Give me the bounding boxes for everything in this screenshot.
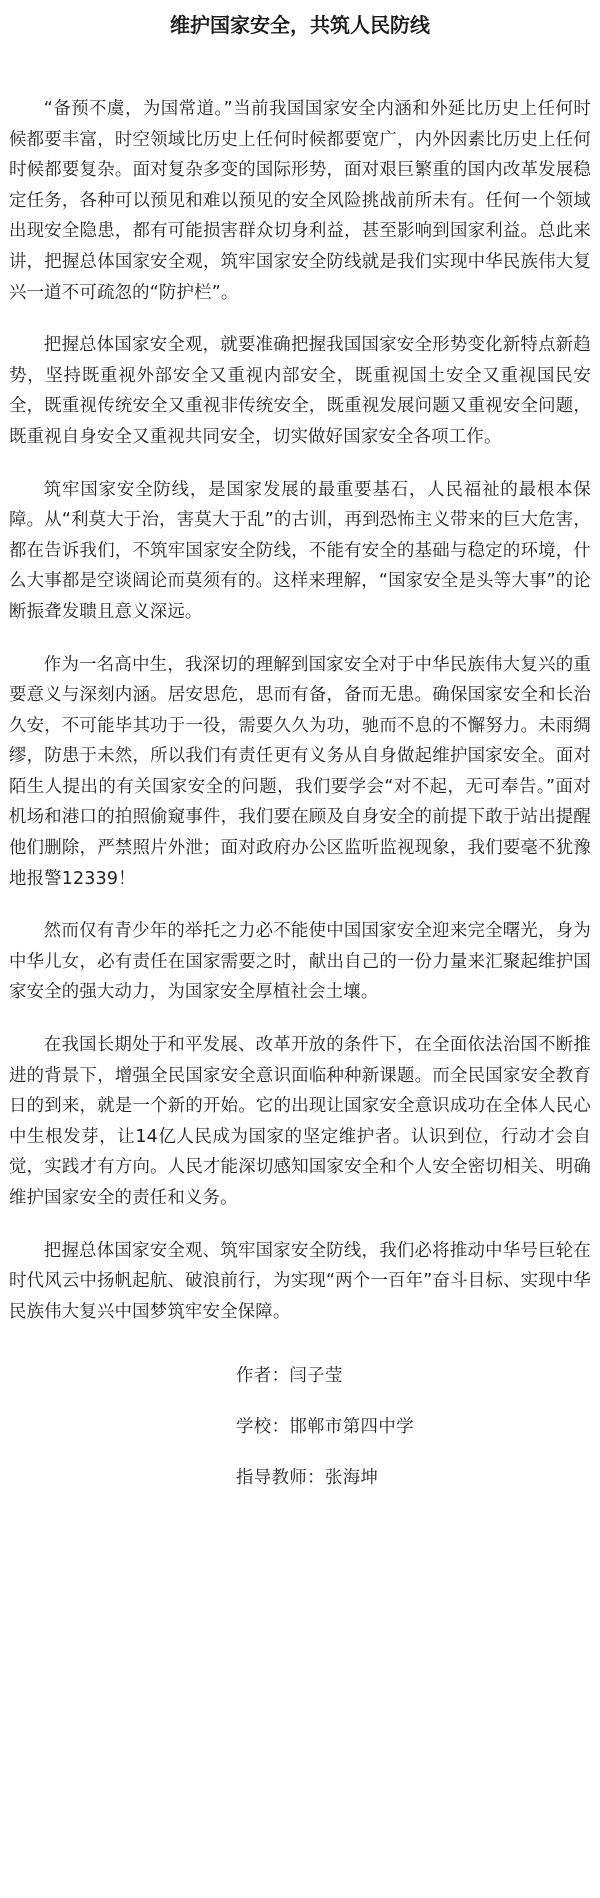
byline bbox=[9, 1365, 591, 1489]
author-line: 作者：闫子莹 bbox=[236, 1366, 343, 1387]
paragraph-7: 把握总体国家安全观、筑牢国家安全防线，我们必将推动中华号巨轮在时代风云中扬帆起航、破浪前行，为实现“两个一百年”奋斗目标、实现中华民族伟大复兴中国梦筑牢安全保障。 bbox=[9, 1240, 591, 1322]
paragraph-4: 作为一名高中生，我深切的理解到国家安全对于中华民族伟大复兴的重要意义与深刻内涵。居安思危，思而有备，备而无患。确保国家安全和长治久安，不可能毕其功于一役，需要久久为功，驰而不息的不懈努力。未雨绸缪，防患于未然，所以我们有责任更有义务从自身做起维护国家安全。面对陌生人提出的有关国家安全的问题，我们要学会“对不起，无可奉告。”面对机场和港口的拍照偷窥事件，我们要在顾及自身安全的前提下敢于站出提醒他们删除，严禁照片外泄；面对政府办公区监听监视现象，我们要毫不犹豫地报警12339！ bbox=[9, 654, 591, 889]
paragraph-5: 然而仅有青少年的举托之力必不能使中国国家安全迎来完全曙光，身为中华儿女，必有责任在国家需要之时，献出自己的一份力量来汇聚起维护国家安全的强大动力，为国家安全厚植社会土壤。 bbox=[9, 921, 591, 1003]
paragraph-6: 在我国长期处于和平发展、改革开放的条件下，在全面依法治国不断推进的背景下，增强全民国家安全意识面临种种新课题。而全民国家安全教育日的到来，就是一个新的开始。它的出现让国家安全意识成功在全体人民心中生根发芽，让14亿人民成为国家的坚定维护者。认识到位，行动才会自觉，实践才有方向。人民才能深切感知国家安全和个人安全密切相关、明确维护国家安全的责任和义务。 bbox=[9, 1035, 591, 1208]
article-title: 维护国家安全，共筑人民防线 bbox=[170, 13, 430, 37]
article-body bbox=[9, 94, 591, 1327]
teacher-line: 指导教师：张海坤 bbox=[236, 1468, 379, 1489]
paragraph-1: “备预不虞，为国常道。”当前我国国家安全内涵和外延比历史上任何时候都要丰富，时空领域比历史上任何时候都要宽广，内外因素比历史上任何时候都要复杂。面对复杂多变的国际形势，面对艰巨繁重的国内改革发展稳定任务，各种可以预见和难以预见的安全风险挑战前所未有。任何一个领域出现安全隐患，都有可能损害群众切身利益，甚至影响到国家利益。总此来讲，把握总体国家安全观，筑牢国家安全防线就是我们实现中华民族伟大复兴一道不可疏忽的“防护栏”。 bbox=[9, 99, 591, 303]
paragraph-3: 筑牢国家安全防线，是国家发展的最重要基石，人民福祉的最根本保障。从“利莫大于治，害莫大于乱”的古训，再到恐怖主义带来的巨大危害，都在告诉我们，不筑牢国家安全防线，不能有安全的基础与稳定的环境，什么大事都是空谈阔论而莫须有的。这样来理解，“国家安全是头等大事”的论断振聋发聩且意义深远。 bbox=[9, 479, 591, 622]
school-line: 学校：邯郸市第四中学 bbox=[236, 1417, 414, 1438]
paragraph-2: 把握总体国家安全观，就要准确把握我国国家安全形势变化新特点新趋势，坚持既重视外部安全又重视内部安全，既重视国土安全又重视国民安全，既重视传统安全又重视非传统安全，既重视发展问题又重视安全问题，既重视自身安全又重视共同安全，切实做好国家安全各项工作。 bbox=[9, 335, 591, 447]
